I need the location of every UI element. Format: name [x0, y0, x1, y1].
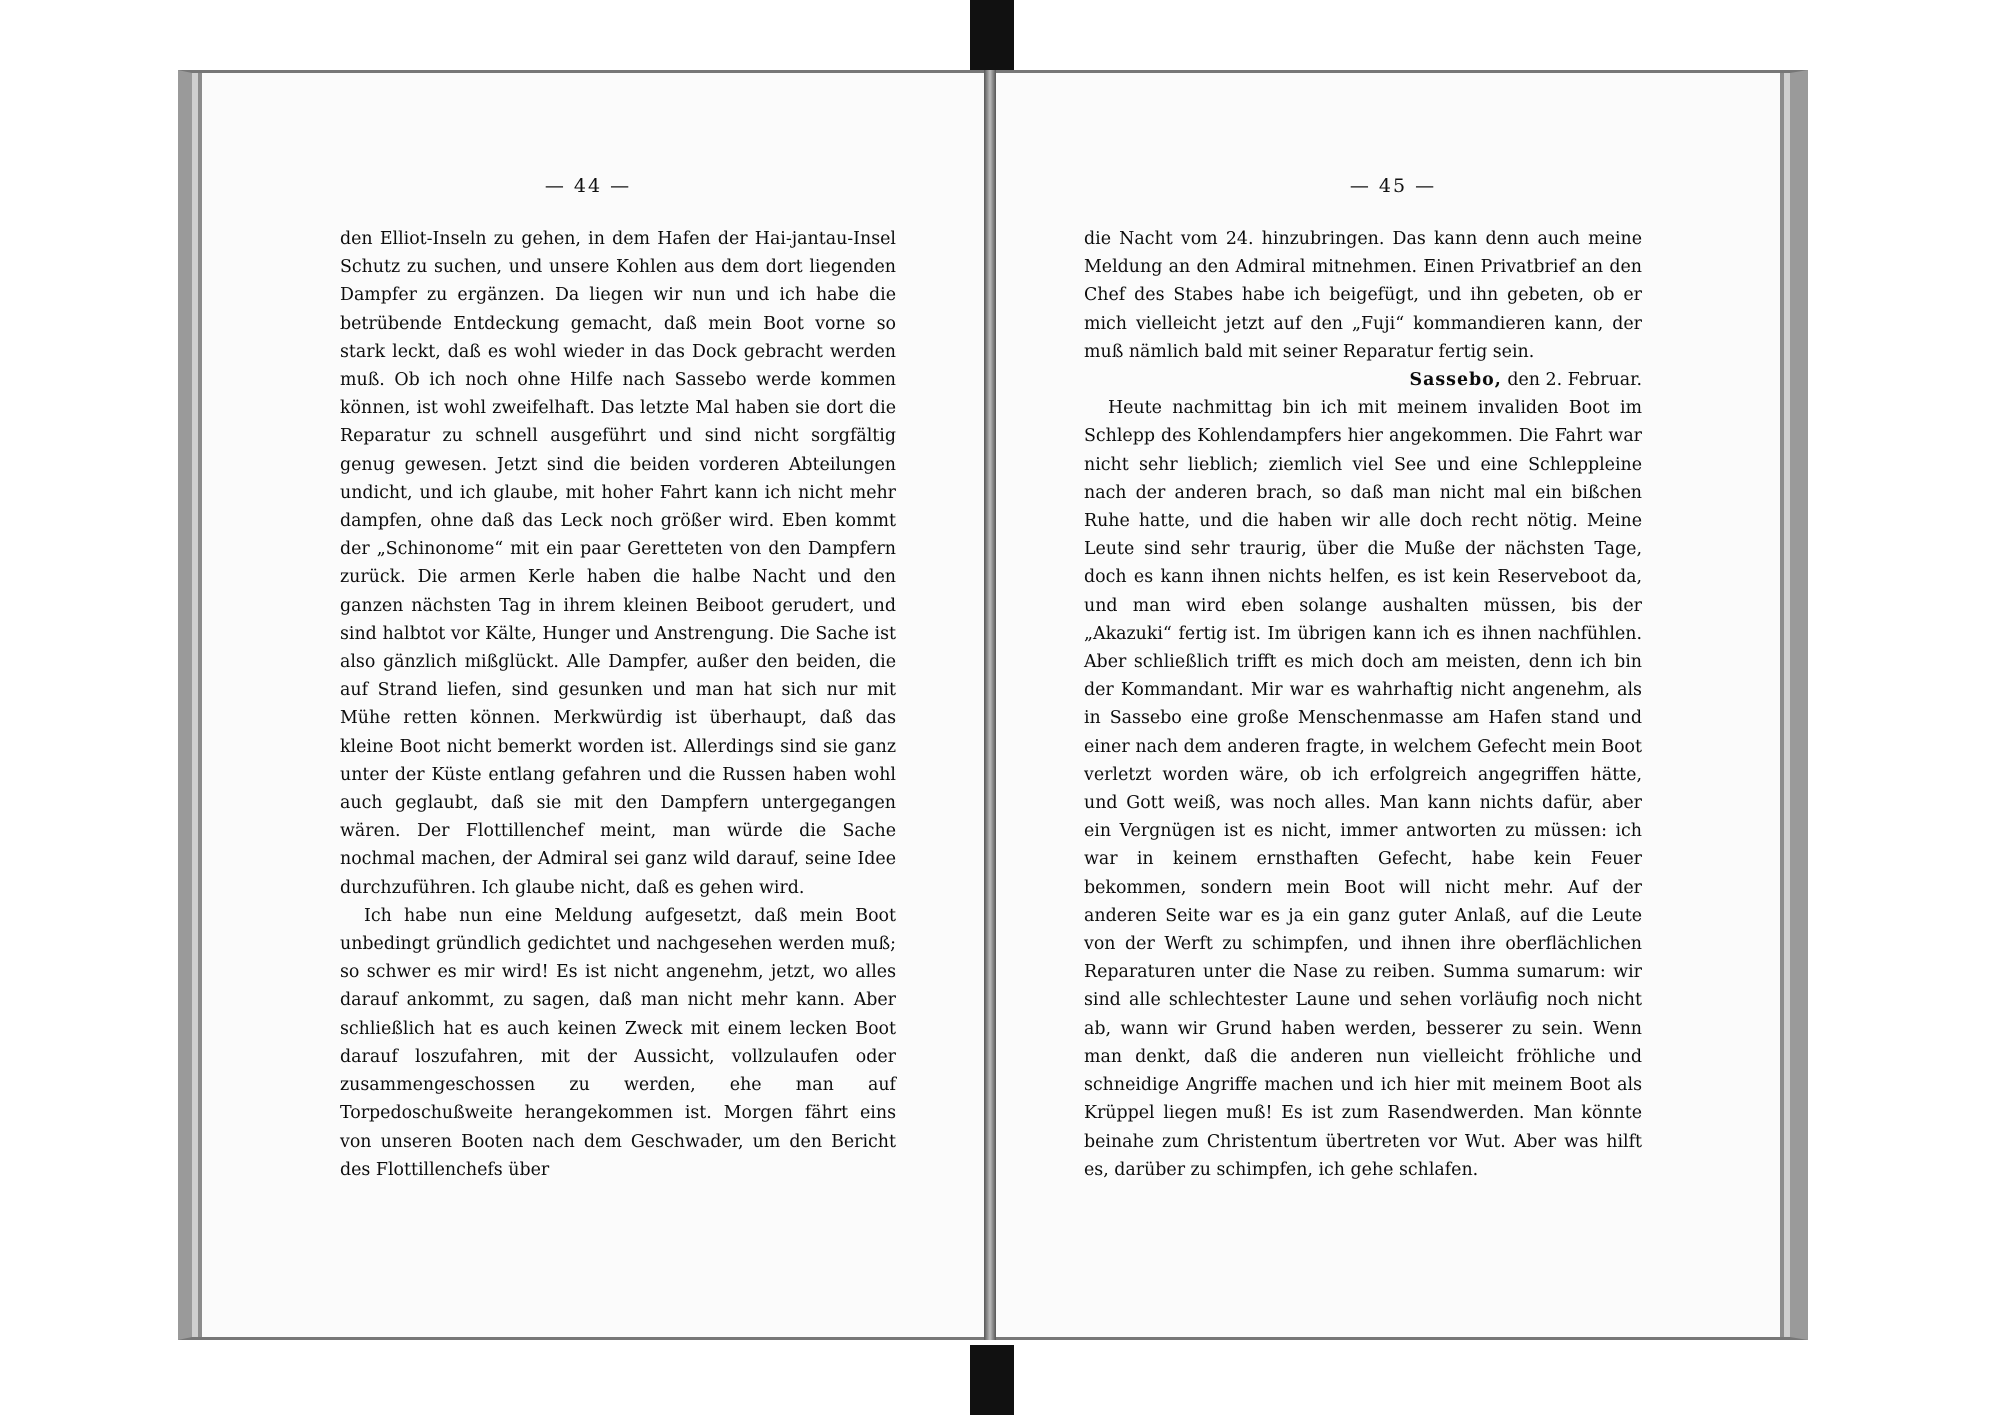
book-spine-top — [970, 0, 1014, 70]
left-page — [178, 70, 984, 1340]
left-paragraph-1: den Elliot-Inseln zu gehen, in dem Hafen der Hai-jantau-Insel Schutz zu suchen, und unsere Kohlen aus dem dort liegenden Dampfer zu ergänzen. Da liegen wir nun und ich habe die betrübende Entdeckung gemacht, daß mein Boot vorne so stark leckt, daß es wohl wieder in das Dock gebracht werden muß. Ob ich noch ohne Hilfe nach Sassebo werde kommen können, ist wohl zweifelhaft. Das letzte Mal haben sie dort die Reparatur zu schnell ausgeführt und sind nicht sorgfältig genug gewesen. Jetzt sind die beiden vorderen Abteilungen undicht, und ich glaube, mit hoher Fahrt kann ich nicht mehr dampfen, ohne daß das Leck noch größer wird. Eben kommt der „Schinonome“ mit ein paar Geretteten von den Dampfern zurück. Die armen Kerle haben die halbe Nacht und den ganzen nächsten Tag in ihrem kleinen Beiboot gerudert, und sind halbtot vor Kälte, Hunger und Anstrengung. Die Sache ist also gänzlich mißglückt. Alle Dampfer, außer den beiden, die auf Strand liefen, sind gesunken und man hat sich nur mit Mühe retten können. Merkwürdig ist überhaupt, daß das kleine Boot nicht bemerkt worden ist. Allerdings sind sie ganz unter der Küste entlang gefahren und die Russen haben wohl auch geglaubt, daß sie mit den Dampfern untergegangen wären. Der Flottillenchef meint, man würde die Sache nochmal machen, der Admiral sei ganz wild darauf, seine Idee durchzuführen. Ich glaube nicht, daß es gehen wird. — [340, 229, 896, 898]
dateline-place: Sassebo, — [1409, 370, 1502, 391]
dateline-date: den 2. Februar. — [1501, 370, 1642, 391]
left-page-text — [340, 225, 896, 1184]
page-number-left: — 44 — — [544, 175, 632, 197]
right-paragraph-2: Heute nachmittag bin ich mit meinem invaliden Boot im Schlepp des Kohlendampfers hier angekommen. Die Fahrt war nicht sehr lieblich; ziemlich viel See und eine Schleppleine nach der anderen brach, so daß man nicht mal ein bißchen Ruhe hatte, und die haben wir alle doch recht nötig. Meine Leute sind sehr traurig, über die Muße der nächsten Tage, doch es kann ihnen nichts helfen, es ist kein Reserveboot da, und man wird eben solange aushalten müssen, bis der „Akazuki“ fertig ist. Im übrigen kann ich es ihnen nachfühlen. Aber schließlich trifft es mich doch am meisten, denn ich bin der Kommandant. Mir war es wahrhaftig nicht angenehm, als in Sassebo eine große Menschenmasse am Hafen stand und einer nach dem anderen fragte, in welchem Gefecht mein Boot verletzt worden wäre, ob ich erfolgreich angegriffen hätte, und Gott weiß, was noch alles. Man kann nichts dafür, aber ein Vergnügen ist es nicht, immer antworten zu müssen: ich war in keinem ernsthaften Gefecht, habe kein Feuer bekommen, sondern mein Boot will nicht mehr. Auf der anderen Seite war es ja ein ganz guter Anlaß, auf die Leute von der Werft zu schimpfen, und ihnen ihre oberflächlichen Reparaturen unter die Nase zu reiben. Summa sumarum: wir sind alle schlechtester Laune und sehen vorläufig noch nicht ab, wann wir Grund haben werden, besserer zu sein. Wenn man denkt, daß die anderen nun vielleicht fröhliche und schneidige Angriffe machen und ich hier mit meinem Boot als Krüppel liegen muß! Es ist zum Rasendwerden. Man könnte beinahe zum Christentum übertreten vor Wut. Aber was hilft es, darüber zu schimpfen, ich gehe schlafen. — [1084, 398, 1642, 1180]
dateline — [1084, 366, 1642, 394]
page-number-right: — 45 — — [1349, 175, 1437, 197]
right-paragraph-1: die Nacht vom 24. hinzubringen. Das kann denn auch meine Meldung an den Admiral mitnehmen. Einen Privatbrief an den Chef des Stabes habe ich beigefügt, und ihn gebeten, ob er mich vielleicht jetzt auf den „Fuji“ kommandieren kann, der muß nämlich bald mit seiner Reparatur fertig sein. — [1084, 229, 1642, 362]
book-gutter — [984, 70, 996, 1340]
right-page — [996, 70, 1808, 1340]
right-page-text — [1084, 225, 1642, 1184]
book-spine-bottom — [970, 1345, 1014, 1415]
left-paragraph-2: Ich habe nun eine Meldung aufgesetzt, daß mein Boot unbedingt gründlich gedichtet und nachgesehen werden muß; so schwer es mir wird! Es ist nicht angenehm, jetzt, wo alles darauf ankommt, zu sagen, daß man nicht mehr kann. Aber schließlich hat es auch keinen Zweck mit einem lecken Boot darauf loszufahren, mit der Aussicht, vollzulaufen oder zusammengeschossen zu werden, ehe man auf Torpedoschußweite herangekommen ist. Morgen fährt eins von unseren Booten nach dem Geschwader, um den Bericht des Flottillenchefs über — [340, 905, 896, 1180]
